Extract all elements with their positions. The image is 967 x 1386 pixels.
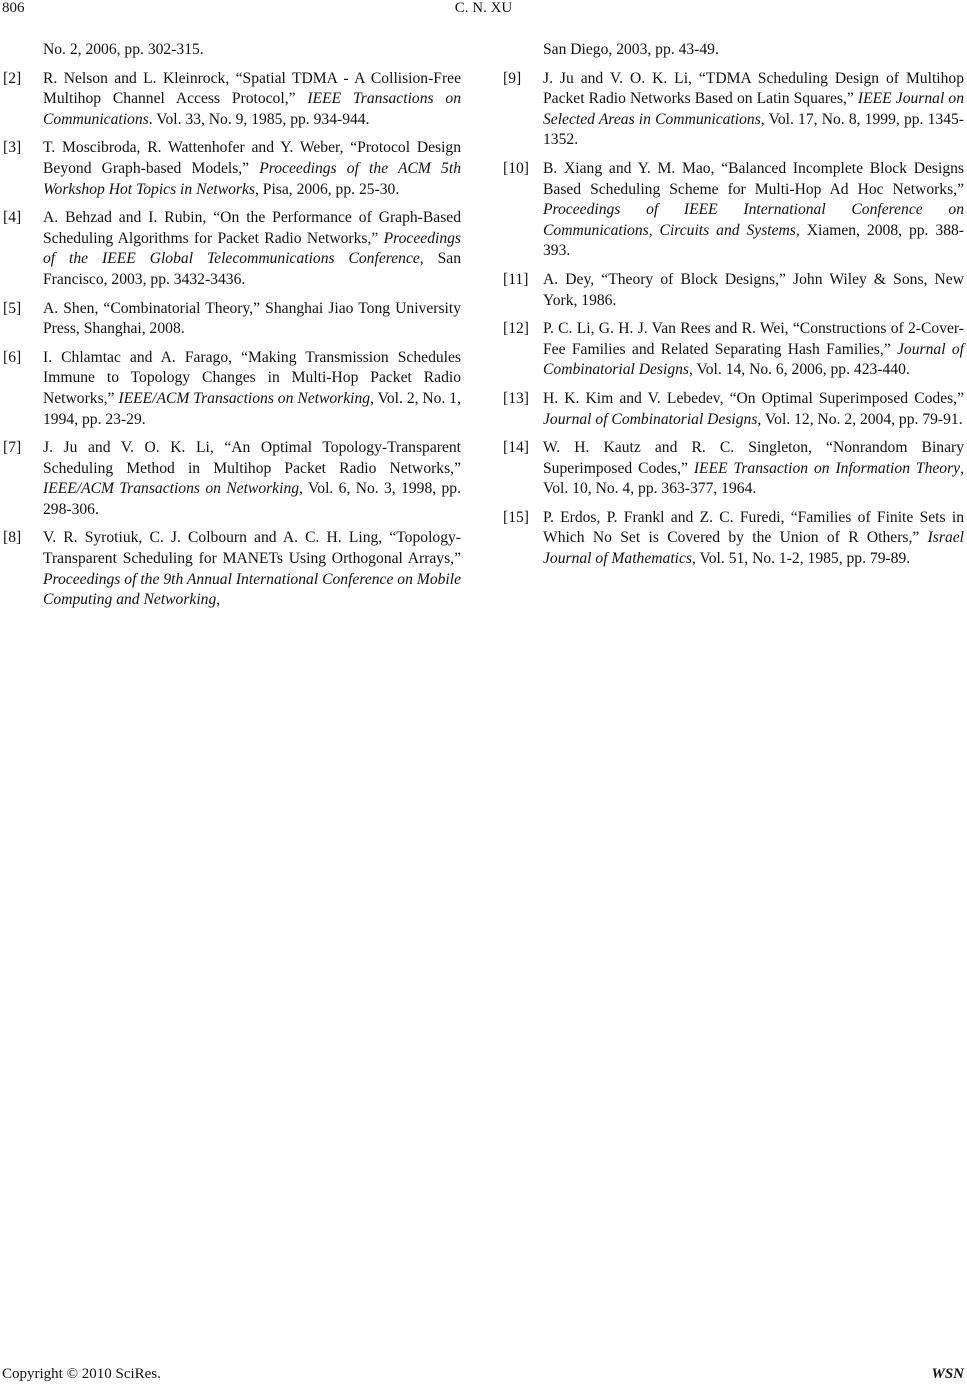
reference-text-segment: , Vol. 14, No. 6, 2006, pp. 423-440.	[689, 361, 910, 379]
reference-text	[43, 438, 461, 520]
reference-entry	[3, 348, 461, 430]
reference-number: [4]	[3, 209, 22, 227]
reference-source-title: IEEE Transaction on Information Theory	[693, 459, 961, 477]
reference-source-title: Proceedings of the IEEE Global Telecommunications Conference	[43, 229, 461, 268]
reference-entry	[503, 270, 964, 311]
reference-text-segment: P. C. Li, G. H. J. Van Rees and R. Wei, “Constructions of 2-Cover-Fee Families and Related Separating Hash Families,”	[543, 320, 964, 358]
reference-number: [11]	[503, 270, 529, 288]
reference-text	[543, 40, 964, 61]
reference-source-title: Proceedings of the 9th Annual International Conference on Mobile Computing and Networking	[43, 570, 461, 609]
reference-text-segment: San Diego, 2003, pp. 43-49.	[543, 41, 719, 58]
reference-text-segment: B. Xiang and Y. M. Mao, “Balanced Incomplete Block Designs Based Scheduling Scheme for Multi-Hop Ad Hoc Networks,”	[543, 159, 964, 198]
running-title: C. N. XU	[454, 0, 513, 16]
reference-text-segment: P. Erdos, P. Frankl and Z. C. Furedi, “Families of Finite Sets in Which No Set is Covered by the Union of R Others,”	[543, 508, 964, 547]
reference-text-segment: J. Ju and V. O. K. Li, “TDMA Scheduling Design of Multihop Packet Radio Networks Based on Latin Squares,”	[543, 69, 964, 108]
reference-source-title: IEEE Transactions on Communications	[43, 90, 461, 128]
footer-copyright: Copyright © 2010 SciRes.	[2, 1366, 161, 1382]
reference-text	[543, 159, 964, 262]
reference-source-title: Proceedings of IEEE International Conference on Communications, Circuits and Systems	[543, 201, 964, 239]
reference-entry	[3, 69, 461, 131]
reference-text-segment: , Vol. 51, No. 1-2, 1985, pp. 79-89.	[692, 550, 911, 568]
reference-text	[43, 528, 461, 610]
reference-text-segment: , San Francisco, 2003, pp. 3432-3436.	[43, 250, 462, 288]
reference-text	[43, 40, 461, 61]
reference-number: [5]	[3, 299, 22, 317]
reference-number: [2]	[3, 69, 22, 87]
reference-text	[543, 438, 964, 500]
reference-number: [14]	[503, 439, 529, 457]
reference-number: [3]	[3, 139, 22, 157]
reference-text-segment: W. H. Kautz and R. C. Singleton, “Nonrandom Binary Superimposed Codes,”	[543, 439, 964, 477]
reference-number: [7]	[3, 439, 22, 457]
reference-text	[543, 389, 964, 430]
reference-source-title: Israel Journal of Mathematics	[543, 529, 964, 568]
reference-entry	[503, 508, 964, 570]
reference-text-segment: , Vol. 6, No. 3, 1998, pp. 298-306.	[43, 480, 461, 518]
reference-text-segment: . Vol. 33, No. 9, 1985, pp. 934-944.	[148, 110, 370, 128]
reference-text-segment: A. Behzad and I. Rubin, “On the Performance of Graph-Based Scheduling Algorithms for Packet Radio Networks,”	[43, 209, 461, 247]
reference-text-segment: V. R. Syrotiuk, C. J. Colbourn and A. C. H. Ling, “Topology-Transparent Scheduling for MANETs Using Orthogonal Arrays,”	[43, 529, 461, 568]
reference-number: [10]	[503, 159, 529, 177]
reference-text	[543, 69, 964, 151]
reference-text-segment: A. Dey, “Theory of Block Designs,” John Wiley & Sons, New York, 1986.	[543, 270, 964, 309]
reference-entry	[503, 438, 964, 500]
reference-entry	[3, 40, 461, 61]
reference-text-segment: A. Shen, “Combinatorial Theory,” Shanghai Jiao Tong University Press, Shanghai, 2008.	[43, 299, 461, 338]
reference-entry	[3, 528, 461, 610]
reference-text	[43, 299, 461, 340]
reference-entry	[503, 69, 964, 151]
footer-journal: WSN	[931, 1366, 964, 1382]
reference-text-segment: , Vol. 2, No. 1, 1994, pp. 23-29.	[43, 389, 461, 428]
references-right-column	[503, 40, 964, 578]
reference-text	[43, 208, 461, 290]
reference-text	[43, 138, 461, 200]
reference-source-title: Journal of Combinatorial Designs	[543, 410, 758, 428]
reference-entry	[503, 40, 964, 61]
reference-entry	[3, 208, 461, 290]
reference-entry	[503, 159, 964, 262]
reference-text	[543, 319, 964, 381]
reference-text	[43, 69, 461, 131]
reference-source-title: Proceedings of the ACM 5th Workshop Hot Topics in Networks	[43, 159, 461, 198]
reference-source-title: IEEE/ACM Transactions on Networking	[118, 389, 371, 407]
reference-number: [9]	[503, 69, 522, 87]
reference-number: [6]	[3, 348, 22, 366]
reference-text-segment: No. 2, 2006, pp. 302-315.	[43, 41, 204, 58]
reference-entry	[503, 389, 964, 430]
reference-text-segment: H. K. Kim and V. Lebedev, “On Optimal Superimposed Codes,”	[543, 389, 964, 407]
reference-entry	[503, 319, 964, 381]
reference-number: [8]	[3, 529, 22, 547]
reference-text-segment: , Vol. 12, No. 2, 2004, pp. 79-91.	[757, 410, 963, 428]
reference-text	[543, 270, 964, 311]
reference-entry	[3, 138, 461, 200]
reference-source-title: Journal of Combinatorial Designs	[543, 340, 964, 379]
reference-text-segment: , Xiamen, 2008, pp. 388-393.	[543, 221, 964, 260]
reference-text-segment: , Vol. 17, No. 8, 1999, pp. 1345-1352.	[543, 110, 964, 149]
reference-number: [12]	[503, 320, 529, 338]
reference-text-segment: ,	[216, 591, 221, 609]
reference-number: [15]	[503, 508, 529, 526]
reference-text	[43, 348, 461, 430]
reference-number	[3, 40, 43, 61]
reference-text-segment: J. Ju and V. O. K. Li, “An Optimal Topology-Transparent Scheduling Method in Multihop Packet Radio Networks,”	[43, 439, 461, 477]
reference-source-title: IEEE/ACM Transactions on Networking	[43, 480, 300, 498]
references-left-column	[3, 40, 461, 619]
reference-source-title: IEEE Journal on Selected Areas in Communications	[543, 90, 964, 128]
reference-text-segment: , Vol. 10, No. 4, pp. 363-377, 1964.	[543, 459, 964, 498]
reference-number: [13]	[503, 389, 529, 407]
reference-entry	[3, 438, 461, 520]
reference-text-segment: R. Nelson and L. Kleinrock, “Spatial TDMA - A Collision-Free Multihop Channel Access Protocol,”	[43, 69, 461, 108]
reference-number	[503, 40, 543, 61]
page-number: 806	[2, 0, 25, 16]
reference-text	[543, 508, 964, 570]
reference-entry	[3, 299, 461, 340]
reference-text-segment: T. Moscibroda, R. Wattenhofer and Y. Weber, “Protocol Design Beyond Graph-based Models,”	[43, 139, 461, 177]
reference-text-segment: , Pisa, 2006, pp. 25-30.	[254, 180, 400, 198]
reference-text-segment: I. Chlamtac and A. Farago, “Making Transmission Schedules Immune to Topology Changes in Multi-Hop Packet Radio Networks,”	[43, 348, 461, 407]
